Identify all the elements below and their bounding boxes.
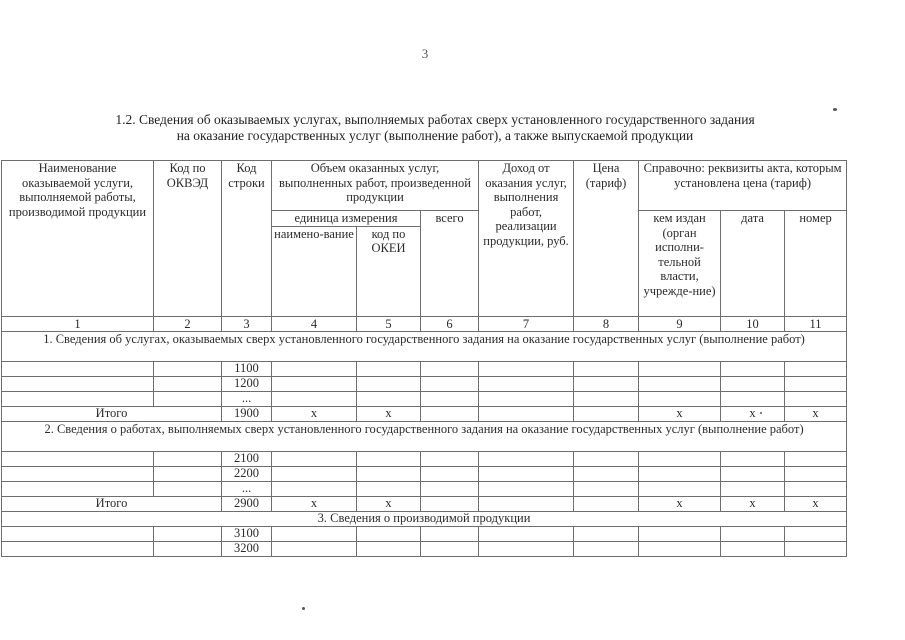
column-number: 10 — [721, 316, 785, 332]
total-cell: x — [272, 407, 357, 422]
line-code: 3100 — [222, 527, 272, 542]
section-title-line-1: 1.2. Сведения об оказываемых услугах, выполняемых работах сверх установленного государственного задания — [115, 112, 755, 127]
header-row-1 — [2, 161, 847, 211]
section-3-header-row — [2, 512, 847, 527]
header-line-code: Код строки — [222, 161, 272, 317]
section-3-title: 3. Сведения о производимой продукции — [2, 512, 847, 527]
column-number: 3 — [222, 316, 272, 332]
services-table — [1, 160, 847, 557]
scan-speck — [760, 412, 762, 414]
table-row — [2, 527, 847, 542]
line-code: 1200 — [222, 377, 272, 392]
total-cell: x — [785, 497, 847, 512]
column-number: 8 — [574, 316, 639, 332]
table-row — [2, 482, 847, 497]
scan-speck — [302, 607, 305, 610]
total-cell: x — [639, 407, 721, 422]
column-number: 6 — [421, 316, 479, 332]
line-code: 2900 — [222, 497, 272, 512]
scan-speck — [833, 108, 837, 111]
header-okved-code: Код по ОКВЭД — [154, 161, 222, 317]
section-1-header-row — [2, 332, 847, 362]
page-number: 3 — [421, 46, 429, 61]
table-row — [2, 362, 847, 377]
column-number: 7 — [479, 316, 574, 332]
table-row — [2, 467, 847, 482]
total-row — [2, 497, 847, 512]
total-cell: x — [272, 497, 357, 512]
column-number: 2 — [154, 316, 222, 332]
header-unit: единица измерения — [272, 211, 421, 227]
header-total: всего — [421, 211, 479, 317]
line-code: 3200 — [222, 542, 272, 557]
header-service-name: Наименование оказываемой услуги, выполняемой работы, производимой продукции — [2, 161, 154, 317]
column-number-row — [2, 316, 847, 332]
header-income: Доход от оказания услуг, выполнения работ, реализации продукции, руб. — [479, 161, 574, 317]
section-title-line-2: на оказание государственных услуг (выполнение работ), а также выпускаемой продукции — [176, 128, 694, 143]
column-number: 11 — [785, 316, 847, 332]
total-cell: x — [639, 497, 721, 512]
line-code: ... — [222, 482, 272, 497]
total-cell: x — [721, 497, 785, 512]
header-reference-act: Справочно: реквизиты акта, которым установлена цена (тариф) — [639, 161, 847, 211]
total-row — [2, 407, 847, 422]
header-date: дата — [721, 211, 785, 317]
line-code: 2200 — [222, 467, 272, 482]
total-cell: x — [357, 497, 421, 512]
table-row — [2, 452, 847, 467]
header-number: номер — [785, 211, 847, 317]
header-okei-code: код по ОКЕИ — [357, 226, 421, 316]
total-cell: x — [785, 407, 847, 422]
total-label: Итого — [2, 407, 222, 422]
header-price: Цена (тариф) — [574, 161, 639, 317]
line-code: ... — [222, 392, 272, 407]
table-row — [2, 542, 847, 557]
header-volume: Объем оказанных услуг, выполненных работ, произведенной продукции — [272, 161, 479, 211]
section-title — [20, 112, 850, 144]
column-number: 4 — [272, 316, 357, 332]
total-cell: x — [357, 407, 421, 422]
line-code: 2100 — [222, 452, 272, 467]
section-2-header-row — [2, 422, 847, 452]
column-number: 1 — [2, 316, 154, 332]
section-1-title: 1. Сведения об услугах, оказываемых сверх установленного государственного задания на оказание государственных услуг (выполнение работ) — [2, 332, 847, 362]
header-unit-name: наимено-вание — [272, 226, 357, 316]
total-cell: x — [721, 407, 785, 422]
table-row — [2, 392, 847, 407]
line-code: 1100 — [222, 362, 272, 377]
column-number: 5 — [357, 316, 421, 332]
table-row — [2, 377, 847, 392]
section-2-title: 2. Сведения о работах, выполняемых сверх установленного государственного задания на оказание государственных услуг (выполнение работ) — [2, 422, 847, 452]
column-number: 9 — [639, 316, 721, 332]
line-code: 1900 — [222, 407, 272, 422]
total-label: Итого — [2, 497, 222, 512]
header-issued-by: кем издан (орган исполни-тельной власти, учрежде-ние) — [639, 211, 721, 317]
